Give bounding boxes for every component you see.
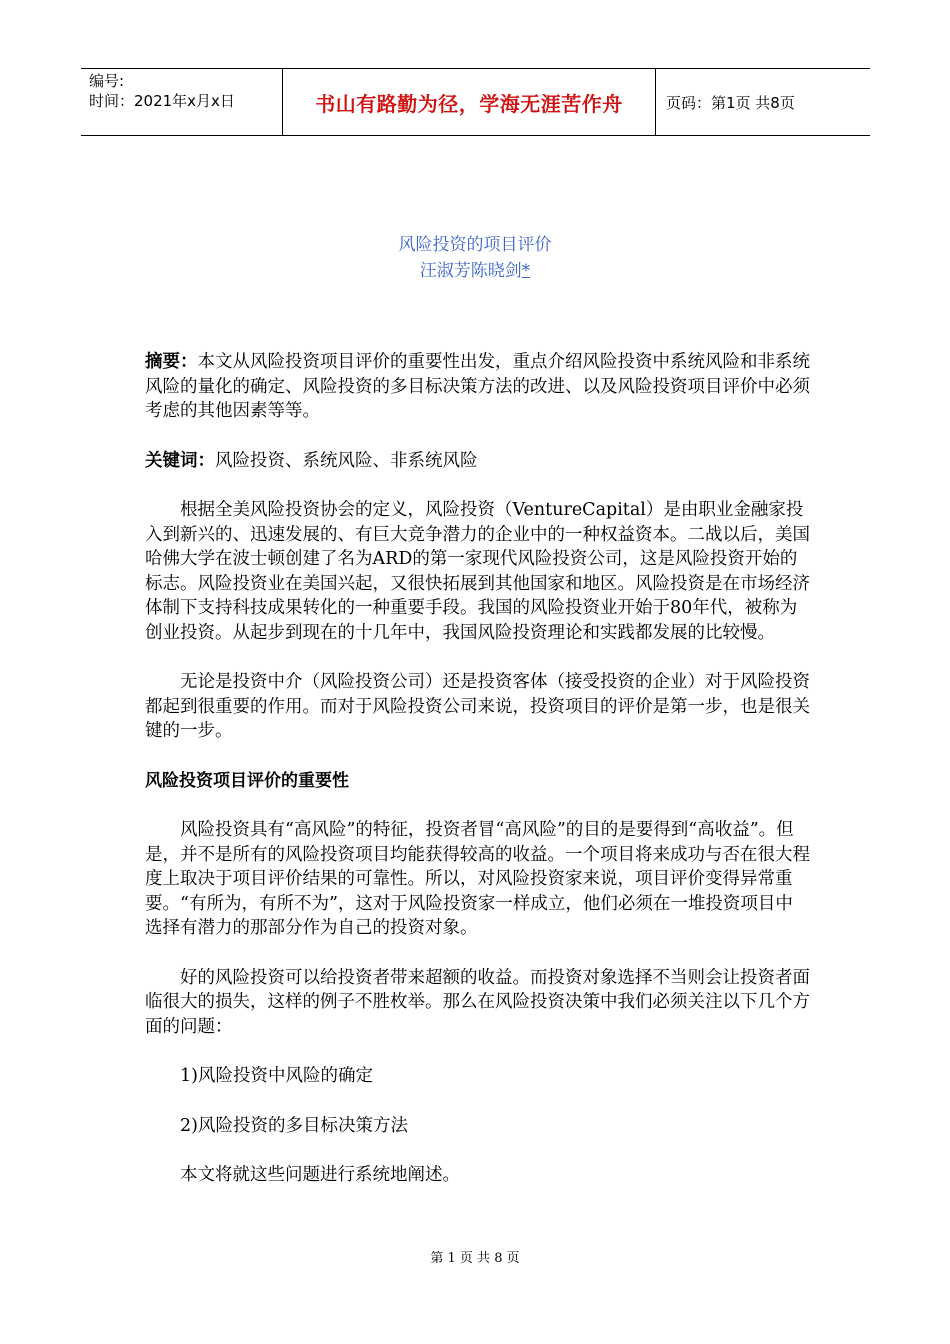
- document-title: 风险投资的项目评价: [398, 235, 552, 255]
- header-motto: 书山有路勤为径，学海无涯苦作舟: [283, 69, 656, 135]
- title-block: [0, 232, 950, 284]
- header-page-code: 页码：第1页 共8页: [666, 93, 795, 112]
- abstract-label: 摘要：: [145, 352, 198, 372]
- paragraph: 无论是投资中介（风险投资公司）还是投资客体（接受投资的企业）对于风险投资都起到很重要的作用。而对于风险投资公司来说，投资项目的评价是第一步，也是很关键的一步。: [145, 672, 810, 741]
- author-names: 汪淑芳陈晓剑: [419, 261, 522, 281]
- document-body: [145, 350, 810, 1213]
- document-time-label: 时间：2021年x月x日: [89, 92, 235, 110]
- header-meta-cell: [81, 69, 283, 135]
- page-footer: 第 1 页 共 8 页: [430, 1251, 520, 1266]
- paragraph: 风险投资具有“高风险”的特征，投资者冒“高风险”的目的是要得到“高收益”。但是，并不是所有的风险投资项目均能获得较高的收益。一个项目将来成功与否在很大程度上取决于项目评价结果的可靠性。所以，对风险投资家来说，项目评价变得异常重要。“有所为，有所不为”，这对于风险投资家一样成立，他们必须在一堆投资项目中选择有潜力的那部分作为自己的投资对象。: [145, 820, 810, 938]
- list-item: 2)风险投资的多目标决策方法: [180, 1115, 408, 1136]
- keywords: [145, 449, 810, 474]
- paragraph: 好的风险投资可以给投资者带来超额的收益。而投资对象选择不当则会让投资者面临很大的损失，这样的例子不胜枚举。那么在风险投资决策中我们必须关注以下几个方面的问题：: [145, 967, 810, 1037]
- list-item: 1)风险投资中风险的确定: [180, 1066, 373, 1086]
- paragraph: 根据全美风险投资协会的定义，风险投资（VentureCapital）是由职业金融家投入到新兴的、迅速发展的、有巨大竞争潜力的企业中的一种权益资本。二战以后，美国哈佛大学在波士顿创建了名为ARD的第一家现代风险投资公司，这是风险投资开始的标志。风险投资业在美国兴起，又很快拓展到其他国家和地区。风险投资是在市场经济体制下支持科技成果转化的一种重要手段。我国的风险投资业开始于80年代，被称为创业投资。从起步到现在的十几年中，我国风险投资理论和实践都发展的比较慢。: [145, 500, 810, 643]
- document-number-label: 编号:: [89, 72, 125, 90]
- header-table: [81, 68, 870, 136]
- abstract: [145, 350, 810, 424]
- document-authors: [0, 258, 950, 284]
- author-footnote-link[interactable]: *: [521, 261, 531, 281]
- keywords-label: 关键词：: [145, 450, 215, 471]
- abstract-text: 本文从风险投资项目评价的重要性出发，重点介绍风险投资中系统风险和非系统风险的量化的确定、风险投资的多目标决策方法的改进、以及风险投资项目评价中必须考虑的其他因素等等。: [145, 352, 810, 421]
- paragraph: 本文将就这些问题进行系统地阐述。: [180, 1165, 460, 1185]
- keywords-text: 风险投资、系统风险、非系统风险: [215, 450, 478, 471]
- section-heading: 风险投资项目评价的重要性: [145, 770, 349, 791]
